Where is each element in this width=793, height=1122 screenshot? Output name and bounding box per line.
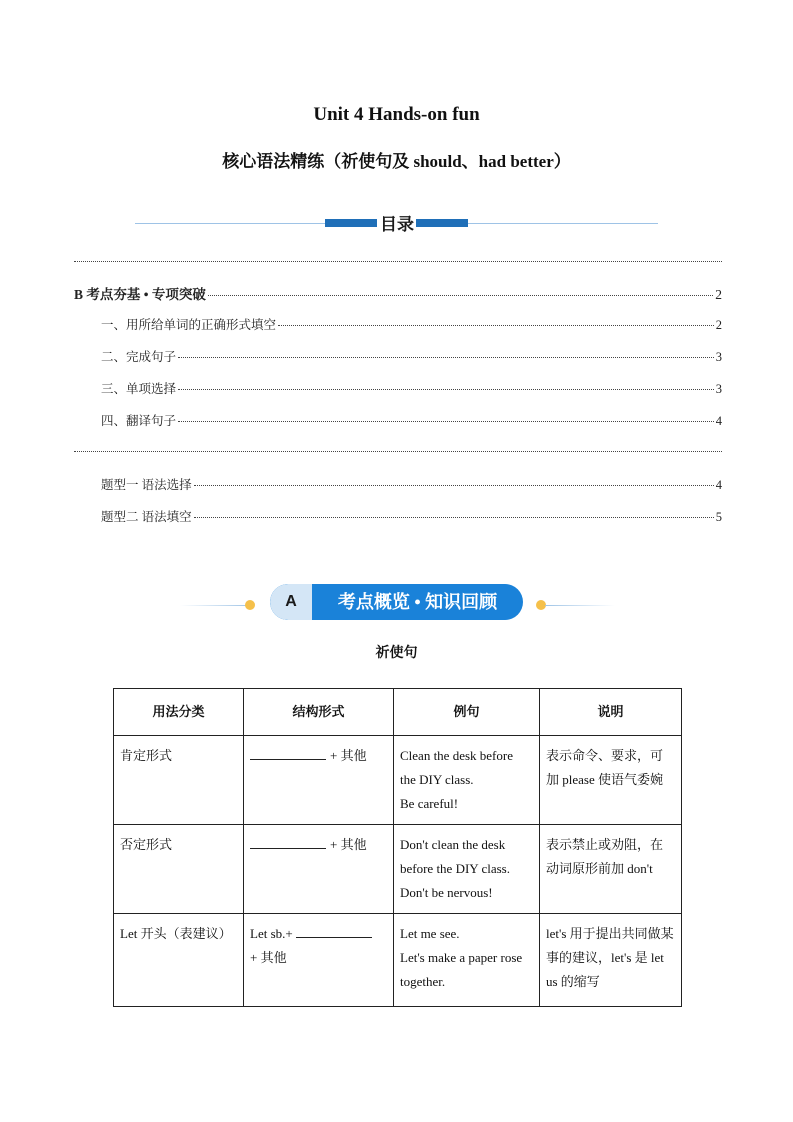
fill-blank[interactable] — [296, 923, 372, 938]
note-cell: let's 用于提出共同做某事的建议，let's 是 let us 的缩写 — [540, 914, 682, 1007]
table-header: 用法分类 — [114, 689, 244, 736]
table-header: 结构形式 — [244, 689, 394, 736]
example-cell — [394, 736, 540, 825]
toc-entry[interactable] — [101, 411, 722, 429]
banner-line-right — [545, 605, 615, 606]
toc-entry[interactable] — [101, 475, 722, 493]
example-cell — [394, 914, 540, 1007]
structure-cell — [244, 914, 394, 1007]
toc-entry-label: 题型一 语法选择 — [101, 478, 192, 492]
toc-entry-label: 二、完成句子 — [101, 350, 177, 364]
toc-entry-page: 2 — [715, 318, 722, 332]
banner-dot-left — [245, 600, 255, 610]
toc-entry-page: 3 — [715, 350, 722, 364]
section-title: 祈使句 — [375, 646, 418, 661]
toc-entry-page: 4 — [715, 478, 722, 492]
section-a-banner — [270, 584, 523, 620]
table-row — [114, 736, 682, 825]
banner-line-left — [180, 605, 250, 606]
toc-entry-section-b[interactable] — [74, 283, 722, 303]
example-line: the DIY class. — [400, 772, 474, 787]
example-line: before the DIY class. — [400, 861, 510, 876]
fill-blank[interactable] — [250, 745, 326, 760]
toc-entry-page: 4 — [715, 414, 722, 428]
toc-entry-page: 3 — [715, 382, 722, 396]
toc-leader — [178, 389, 714, 390]
toc-entry[interactable] — [101, 507, 722, 525]
example-line: Clean the desk before — [400, 748, 513, 763]
toc-entry[interactable] — [101, 347, 722, 365]
table-row — [114, 825, 682, 914]
toc-leader — [208, 295, 713, 296]
toc-entry[interactable] — [101, 315, 722, 333]
example-line: together. — [400, 974, 446, 989]
example-cell — [394, 825, 540, 914]
toc-leader — [194, 485, 714, 486]
structure-text: + 其他 — [330, 837, 367, 852]
toc-leader — [278, 325, 714, 326]
toc-heading: 目录 — [380, 215, 414, 234]
example-line: Let me see. — [400, 926, 460, 941]
banner-letter: A — [270, 584, 312, 620]
table-header: 说明 — [540, 689, 682, 736]
table-row — [114, 914, 682, 1007]
imperative-table — [113, 688, 682, 1007]
category-cell: 肯定形式 — [114, 736, 244, 825]
example-line: Be careful! — [400, 796, 459, 811]
page-title: Unit 4 Hands-on fun — [313, 104, 480, 125]
note-cell: 表示命令、要求，可加 please 使语气委婉 — [540, 736, 682, 825]
toc-leader — [194, 517, 714, 518]
category-cell: 否定形式 — [114, 825, 244, 914]
category-cell: Let 开头（表建议） — [114, 914, 244, 1007]
page-subtitle: 核心语法精练（祈使句及 should、had better） — [222, 152, 571, 171]
toc-entry-label: 三、单项选择 — [101, 382, 177, 396]
toc-leader — [178, 421, 714, 422]
toc-entry-label: B 考点夯基 • 专项突破 — [74, 287, 206, 302]
example-line: Don't clean the desk — [400, 837, 506, 852]
banner-text: 考点概览 • 知识回顾 — [337, 592, 498, 612]
toc-entry-label: 一、用所给单词的正确形式填空 — [101, 318, 277, 332]
toc-entry-label: 四、翻译句子 — [101, 414, 177, 428]
toc-separator — [74, 451, 722, 452]
table-header: 例句 — [394, 689, 540, 736]
toc-bar-right — [416, 219, 468, 227]
toc-bar-left — [325, 219, 377, 227]
toc-entry-label: 题型二 语法填空 — [101, 510, 192, 524]
table-header-row — [114, 689, 682, 736]
toc-entry-page: 2 — [715, 287, 722, 302]
toc-entry[interactable] — [101, 379, 722, 397]
structure-cell — [244, 825, 394, 914]
toc-divider-left — [135, 223, 325, 224]
fill-blank[interactable] — [250, 834, 326, 849]
toc-leader — [178, 357, 714, 358]
example-line: Don't be nervous! — [400, 885, 493, 900]
structure-text: + 其他 — [330, 748, 367, 763]
structure-text: + 其他 — [250, 950, 287, 965]
toc-entry-page: 5 — [715, 510, 722, 524]
toc-divider-right — [468, 223, 658, 224]
toc-separator — [74, 261, 722, 262]
structure-prefix: Let sb.+ — [250, 926, 293, 941]
structure-cell — [244, 736, 394, 825]
example-line: Let's make a paper rose — [400, 950, 523, 965]
note-cell: 表示禁止或劝阻，在动词原形前加 don't — [540, 825, 682, 914]
